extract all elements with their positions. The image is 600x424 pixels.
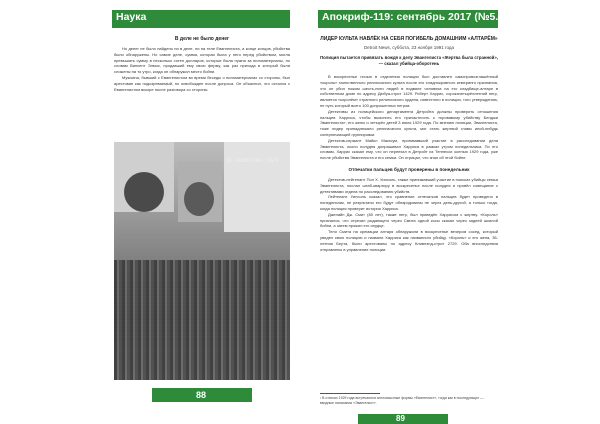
left-section-title: В деле не было денег [174, 36, 230, 42]
right-page-number: 89 [396, 414, 405, 423]
article-paragraph-5: Лейтенант Уинсоль сказал, что сравнение отпечатков пальцев будет проведено в понедельник, не результаты его будут обнародованы не через день-другой, а только тогда, когда полиция проверит история Харриса. [320, 194, 498, 211]
left-page [114, 36, 290, 92]
footnote-divider [320, 393, 380, 394]
article-title: ЛИДЕР КУЛЬТА НАВЛЁК НА СЕБЯ ПОГИБЕЛЬ ДОМАШНИМ «АЛТАРЁМ» [320, 36, 498, 42]
right-page [320, 36, 498, 252]
left-paragraph-2: Мужчина, бывший с Евангелистом во время беседы о пиломатериалах со стороны, был арестован как подозреваемый, но освобожден после допроса. Он объяснил, что остался с Евангелистом вскоре после разговора со стороны. [114, 74, 290, 92]
left-header-title: Наука [116, 11, 147, 23]
article-paragraph-4: Детектив-лейтенант Пол Х. Уинсоль, также принимавший участие в поисках убийцы семьи Эвангелиста, послал штаб-квартиру в воскресенье после полудня и провёл совещание с детективами отдела по расследованию убийств. [320, 176, 498, 194]
article-paragraph-1: В воскресенье ночью в отделении полиции был доставлен самопровозглашённый «король» таинственного религиозного культа после его хладнокровного кемеринго признания, что он убил ножом шесть-пяти людей в подвале человека на его кладбище-алтаре в собственном доме по адресу Дюбуа-стрит 1429. Роберт Харрис, сорокачетырёхлетний негр, является «королём» странного религиозного ордена, известного в полиции, того утверждению, не путь который всего 100 допрошенных негров. [320, 74, 498, 108]
left-page-number: 88 [196, 390, 207, 400]
footnote: ¹ В статьях 1929 года встречаются англоязычные формы «Евангелист», тогда как в последующих — вводные написания «Эвангелист». [320, 396, 484, 405]
article-lead: Полиция пытается привязать вождя к делу Эвангелиста «Жертва была странной», — сказал убийца-оборотень [320, 55, 498, 66]
article-paragraph-3: Детектив-сержант Майкл Макгоум, принимавший участие в расследовании дела Эвангелиста, около полудня допрашивал Харриса в рамках утром понедельника. По его словам, Харрис сказал ему, что он переехал в Детройт из Теннесси осенью 1929 года, уже после убийства Эвангелиста и его семьи. Он отрицал, что знал об этой бойне. [320, 137, 498, 161]
article-source: Detroit News, суббота, 23 ноября 1991 года [363, 45, 455, 50]
left-paragraph-1: Но денег не было найдено ни в деле, ни на теле Евангелиста, а конце концов, убийства были обнаружены. Но самое деле, сумма, которая была у него перед убийством, могла превышать сумму в несколько сотен долларов, которые была нужна за пиломатериалы, по словам Винсент Элмос, продавший ему свою ферму, как раз прихода в который были сложены на то утро, когда он обнаружил место бойни. [114, 46, 290, 75]
right-header-title: Апокриф-119: сентябрь 2017 (№5.3 е.п.) [322, 11, 529, 23]
photo-street-sign: St. Aubin Ave. 1929 [226, 158, 279, 164]
article-paragraph-2: Детективы из полицейского департамента Детройта должны проверить отношения пальцев Харриса, чтобы выяснить его причастность к «кровавому убийству Бенджи Эвангелиста», его жены и четырёх детей 3 июля 1929 года. По мнению полиции, Эвангелиста, тоже лидер принадлежало религиозного культа, мог стать жертвой главы иной-нибудь соперничающей группировки. [320, 108, 498, 137]
article-subhead: Отпечатки пальцев будут проверены в понедельник [348, 166, 470, 172]
historical-photo [114, 142, 290, 380]
article-paragraph-7: Тело Смита на кремации алтаря обнаружили в воскресенье вечером сосед, который увидел свою полицию и назвали Харриса как названного убийцу. «Король» и его жена, 35-летняя Берта, были арестованы по адресу Кливлэнд-стрит 2729. Оба впоследствии отправлены в управление полиции. [320, 229, 498, 252]
article-paragraph-6: Дженайн Дж. Смит (80 лет), также негр, был приведён Харрисом с жертву. «Король» признался, что отрезал рыдающего через Смита одной косы сказал через задней шкалой бойни, а затем прожил его сердце. [320, 211, 498, 229]
